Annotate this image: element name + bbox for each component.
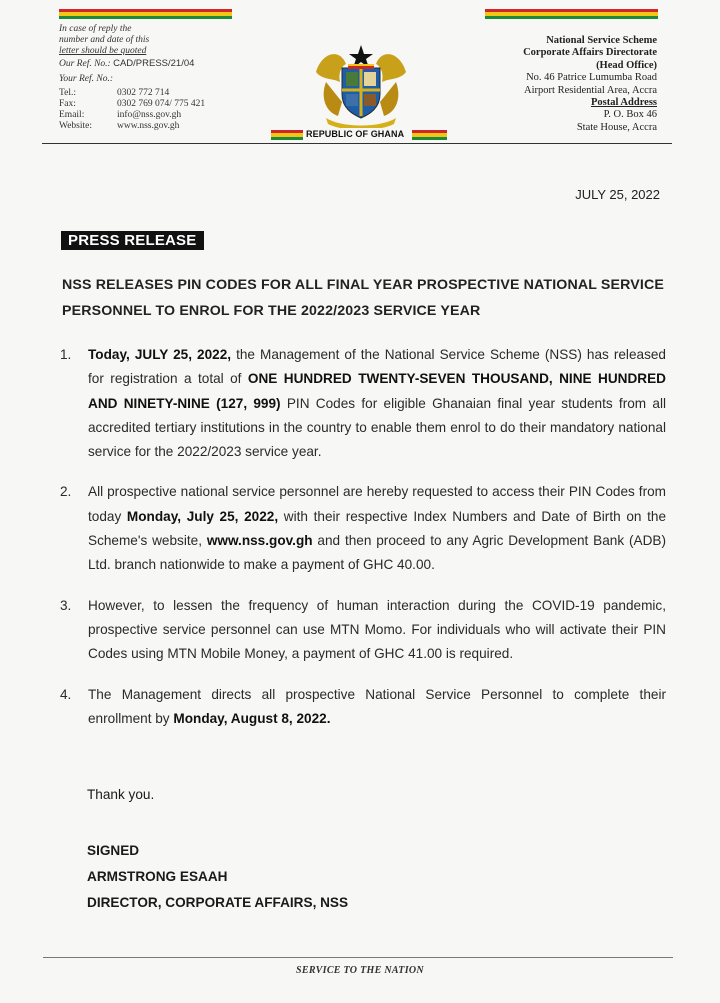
- item-text: All prospective national service personnel are hereby requested to access their PIN Codes from today: [88, 484, 666, 524]
- address-line-2: Airport Residential Area, Accra: [524, 84, 657, 96]
- contact-list: [59, 88, 259, 132]
- our-ref-label: Our Ref. No.:: [59, 59, 111, 69]
- list-item: [58, 343, 666, 464]
- headline: NSS RELEASES PIN CODES FOR ALL FINAL YEAR PROSPECTIVE NATIONAL SERVICE PERSONNEL TO ENROL FOR THE 2022/2023 SERVICE YEAR: [62, 277, 665, 319]
- republic-banner: [271, 128, 447, 142]
- item-bold-text: Today, JULY 25, 2022,: [88, 347, 232, 362]
- item-bold-text: ONE HUNDRED TWENTY-SEVEN THOUSAND, NINE HUNDRED AND NINETY-NINE (127, 999): [88, 371, 666, 411]
- item-bold-text: Monday, August 8, 2022.: [173, 710, 331, 726]
- your-ref-label: Your Ref. No.:: [59, 74, 114, 84]
- footer-motto: SERVICE TO THE NATION: [296, 965, 424, 976]
- office: (Head Office): [596, 59, 657, 71]
- our-ref-value: CAD/PRESS/21/04: [113, 58, 195, 69]
- directorate: Corporate Affairs Directorate: [523, 47, 657, 59]
- our-ref: [59, 58, 259, 70]
- reply-note-3: letter should be quoted: [59, 46, 147, 56]
- website-label: Website:: [59, 121, 93, 131]
- press-release-badge: PRESS RELEASE: [61, 231, 204, 250]
- item-number: 4.: [60, 686, 72, 702]
- email-label: Email:: [59, 110, 85, 120]
- org-name: National Service Scheme: [546, 35, 657, 46]
- item-number: 1.: [60, 347, 72, 362]
- reply-note-2: number and date of this: [59, 35, 150, 45]
- coat-of-arms-icon: [312, 42, 410, 128]
- list-item: [58, 480, 666, 577]
- footer-divider: [43, 957, 673, 958]
- postal-label: Postal Address: [590, 97, 657, 109]
- item-text: and then proceed to any Agric Development Bank (ADB) Ltd. branch nationwide to make a payment of GHC 40.00.: [88, 533, 666, 573]
- fax-label: Fax:: [59, 99, 76, 109]
- email-value: info@nss.gov.gh: [117, 110, 182, 120]
- header-divider: [42, 143, 672, 144]
- postal-line-1: P. O. Box 46: [603, 109, 657, 121]
- item-bold-text: Monday, July 25, 2022,: [126, 508, 279, 524]
- flag-stripe-small-right: [412, 130, 447, 140]
- tel-value: 0302 772 714: [117, 88, 170, 98]
- item-number: 2.: [60, 484, 72, 500]
- signed-label: SIGNED: [87, 843, 140, 858]
- website-value: www.nss.gov.gh: [117, 121, 180, 131]
- item-text: the Management of the National Service Scheme (NSS) has released for registration a total of: [88, 347, 666, 387]
- signatory-name: ARMSTRONG ESAAH: [87, 869, 228, 884]
- reference-block: [59, 24, 259, 132]
- closing-text: Thank you.: [87, 787, 155, 802]
- flag-stripe-right: [485, 9, 658, 19]
- republic-text: REPUBLIC OF GHANA: [306, 129, 405, 139]
- item-text: The Management directs all prospective National Service Personnel to complete their enrollment by: [88, 686, 666, 726]
- address-block: [523, 35, 657, 134]
- signatory-title: DIRECTOR, CORPORATE AFFAIRS, NSS: [87, 895, 349, 910]
- flag-stripe-left: [59, 9, 232, 19]
- list-item: [58, 594, 666, 667]
- reply-note-1: In case of reply the: [59, 24, 132, 34]
- postal-line-2: State House, Accra: [576, 121, 657, 133]
- website-link: www.nss.gov.gh: [206, 533, 313, 549]
- item-number: 3.: [60, 597, 72, 613]
- item-text: with their respective Index Numbers and Date of Birth on the Scheme's website,: [88, 508, 667, 549]
- item-text: However, to lessen the frequency of human interaction during the COVID-19 pandemic, prospective service personnel can use MTN Momo. For individuals who will activate their PIN Codes using MTN Mobile Money, a payment of GHC 41.00 is required.: [88, 597, 666, 662]
- item-text: PIN Codes for eligible Ghanaian final year students from all accredited tertiary institutions in the country to enable them enrol to do their mandatory national service for the 2022/2023 service year.: [88, 395, 666, 460]
- signature-block: [87, 838, 348, 916]
- flag-stripe-small-left: [271, 130, 303, 140]
- tel-label: Tel.:: [59, 88, 77, 98]
- release-items: [58, 343, 666, 747]
- release-date: JULY 25, 2022: [575, 187, 660, 202]
- fax-value: 0302 769 074/ 775 421: [117, 99, 206, 109]
- address-line-1: No. 46 Patrice Lumumba Road: [526, 72, 657, 84]
- list-item: [58, 683, 666, 732]
